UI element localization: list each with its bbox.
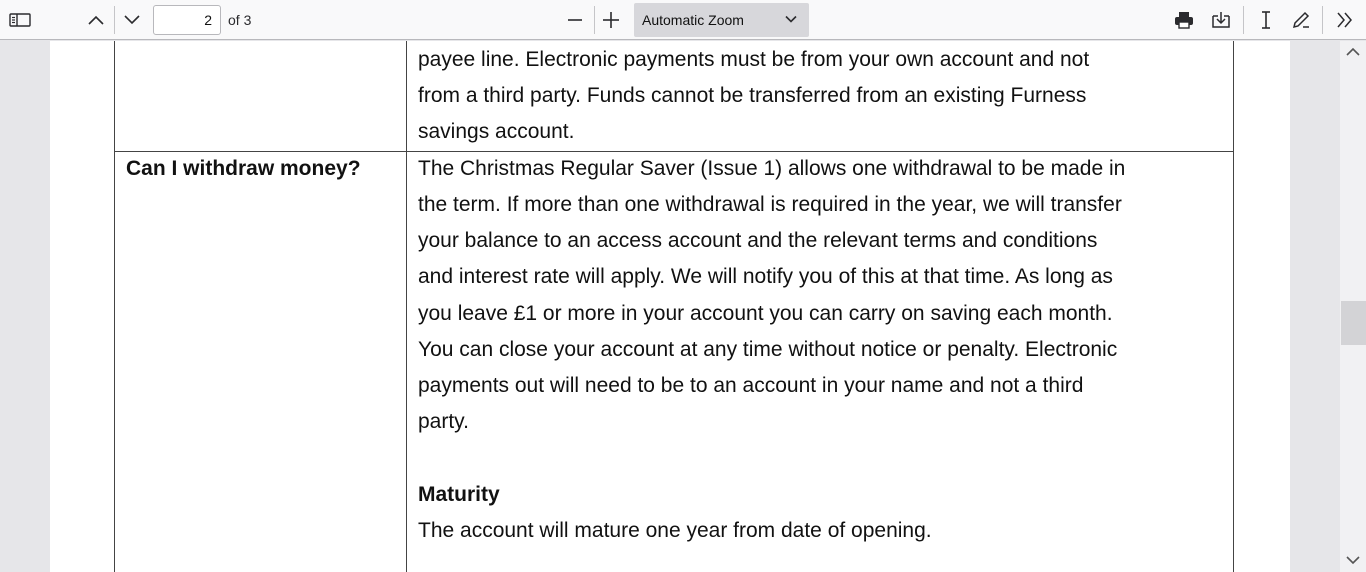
chevron-down-icon [785,13,797,25]
toolbar-separator [594,6,595,34]
sidebar-toggle-icon [9,12,31,28]
text-cursor-icon [1259,10,1273,30]
table-left-border [114,41,115,572]
scroll-up-icon[interactable] [1345,46,1361,58]
previous-page-button[interactable] [81,5,111,35]
text-tool-button[interactable] [1251,5,1281,35]
zoom-select-value: Automatic Zoom [642,12,744,28]
zoom-out-icon [567,12,583,28]
scrollbar-thumb[interactable] [1341,301,1366,345]
toolbar-separator [1243,6,1244,34]
previous-page-icon [88,15,104,25]
row1-answer-line: savings account. [418,120,575,143]
tools-more-button[interactable] [1330,5,1360,35]
maturity-text: The account will mature one year from date of opening. [418,519,932,542]
table-column-divider [406,41,407,572]
next-page-button[interactable] [117,5,147,35]
row2-answer-line: the term. If more than one withdrawal is required in the year, we will transfer [418,193,1122,216]
print-icon [1174,10,1194,30]
zoom-in-button[interactable] [596,5,626,35]
document-viewer[interactable] [0,41,1366,572]
sidebar-toggle-button[interactable] [5,5,35,35]
row2-answer-line: payments out will need to be to an account in your name and not a third [418,374,1084,397]
page-number-input[interactable] [153,5,221,35]
save-button[interactable] [1206,5,1236,35]
table-right-border [1233,41,1234,572]
download-icon [1211,10,1231,30]
row2-question: Can I withdraw money? [126,157,361,180]
toolbar-separator [114,6,115,34]
row2-answer-line: your balance to an access account and the relevant terms and conditions [418,229,1098,252]
next-page-icon [124,15,140,25]
pdf-page [50,41,1290,572]
maturity-heading: Maturity [418,483,500,506]
row2-answer-line: party. [418,410,469,433]
zoom-in-icon [602,11,620,29]
scroll-down-icon[interactable] [1345,554,1361,566]
toolbar-separator [1322,6,1323,34]
zoom-out-button[interactable] [560,5,590,35]
row2-answer-line: you leave £1 or more in your account you can carry on saving each month. [418,302,1113,325]
row2-answer-line: You can close your account at any time without notice or penalty. Electronic [418,338,1118,361]
pdf-toolbar [0,0,1366,40]
row1-answer-line: from a third party. Funds cannot be transferred from an existing Furness [418,84,1087,107]
zoom-select[interactable] [634,3,809,37]
page-count-label: of 3 [228,12,252,28]
row1-answer-line: payee line. Electronic payments must be from your own account and not [418,48,1090,71]
tools-more-icon [1336,12,1354,28]
row2-answer-line: The Christmas Regular Saver (Issue 1) allows one withdrawal to be made in [418,157,1126,180]
row2-answer-line: and interest rate will apply. We will notify you of this at that time. As long as [418,265,1113,288]
draw-icon [1291,10,1311,30]
print-button[interactable] [1169,5,1199,35]
draw-tool-button[interactable] [1286,5,1316,35]
